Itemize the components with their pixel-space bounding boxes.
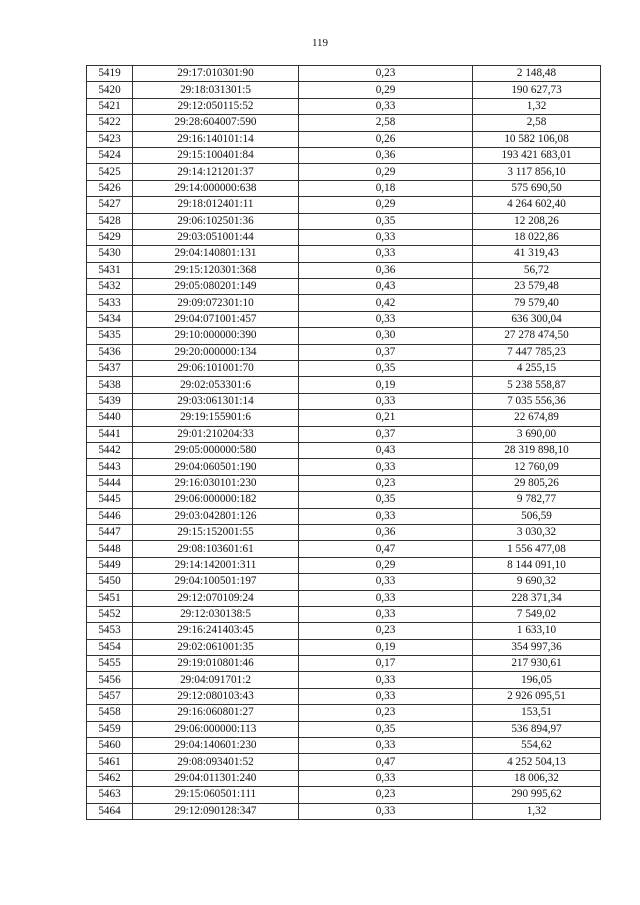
table-row [87, 164, 601, 180]
amount-cell: 1,32 [473, 98, 601, 114]
cadastral-number-cell: 29:06:101001:70 [133, 361, 299, 377]
row-number-cell: 5429 [87, 229, 133, 245]
row-number-cell: 5428 [87, 213, 133, 229]
cadastral-number-cell: 29:17:010301:90 [133, 66, 299, 82]
share-cell: 0,33 [299, 770, 473, 786]
row-number-cell: 5432 [87, 279, 133, 295]
table-row [87, 66, 601, 82]
row-number-cell: 5425 [87, 164, 133, 180]
table-row [87, 197, 601, 213]
row-number-cell: 5421 [87, 98, 133, 114]
table-row [87, 656, 601, 672]
cadastral-number-cell: 29:15:060501:111 [133, 787, 299, 803]
amount-cell: 7 447 785,23 [473, 344, 601, 360]
share-cell: 0,33 [299, 98, 473, 114]
row-number-cell: 5464 [87, 803, 133, 819]
share-cell: 2,58 [299, 115, 473, 131]
row-number-cell: 5442 [87, 442, 133, 458]
cadastral-number-cell: 29:18:031301:5 [133, 82, 299, 98]
cadastral-number-cell: 29:02:061001:35 [133, 639, 299, 655]
share-cell: 0,33 [299, 606, 473, 622]
share-cell: 0,47 [299, 754, 473, 770]
share-cell: 0,30 [299, 328, 473, 344]
amount-cell: 10 582 106,08 [473, 131, 601, 147]
amount-cell: 2 148,48 [473, 66, 601, 82]
share-cell: 0,23 [299, 66, 473, 82]
amount-cell: 7 549,02 [473, 606, 601, 622]
table-row [87, 770, 601, 786]
share-cell: 0,33 [299, 738, 473, 754]
share-cell: 0,47 [299, 541, 473, 557]
table-row [87, 426, 601, 442]
table-row [87, 787, 601, 803]
row-number-cell: 5450 [87, 574, 133, 590]
table-row [87, 311, 601, 327]
share-cell: 0,29 [299, 82, 473, 98]
row-number-cell: 5441 [87, 426, 133, 442]
row-number-cell: 5461 [87, 754, 133, 770]
amount-cell: 18 022,86 [473, 229, 601, 245]
table-row [87, 361, 601, 377]
cadastral-number-cell: 29:15:152001:55 [133, 524, 299, 540]
amount-cell: 554,62 [473, 738, 601, 754]
amount-cell: 9 782,77 [473, 492, 601, 508]
table-row [87, 410, 601, 426]
share-cell: 0,26 [299, 131, 473, 147]
amount-cell: 29 805,26 [473, 475, 601, 491]
cadastral-number-cell: 29:15:120301:368 [133, 262, 299, 278]
row-number-cell: 5454 [87, 639, 133, 655]
share-cell: 0,33 [299, 803, 473, 819]
table-row [87, 393, 601, 409]
cadastral-number-cell: 29:14:121201:37 [133, 164, 299, 180]
cadastral-number-cell: 29:14:142001:311 [133, 557, 299, 573]
share-cell: 0,42 [299, 295, 473, 311]
row-number-cell: 5457 [87, 688, 133, 704]
share-cell: 0,29 [299, 557, 473, 573]
share-cell: 0,33 [299, 672, 473, 688]
table-row [87, 524, 601, 540]
cadastral-number-cell: 29:06:102501:36 [133, 213, 299, 229]
amount-cell: 217 930,61 [473, 656, 601, 672]
table-row [87, 508, 601, 524]
share-cell: 0,23 [299, 787, 473, 803]
table-row [87, 459, 601, 475]
table-row [87, 541, 601, 557]
cadastral-number-cell: 29:16:241403:45 [133, 623, 299, 639]
row-number-cell: 5462 [87, 770, 133, 786]
amount-cell: 354 997,36 [473, 639, 601, 655]
cadastral-number-cell: 29:16:030101:230 [133, 475, 299, 491]
table-row [87, 639, 601, 655]
amount-cell: 575 690,50 [473, 180, 601, 196]
row-number-cell: 5426 [87, 180, 133, 196]
share-cell: 0,35 [299, 721, 473, 737]
table-row [87, 705, 601, 721]
row-number-cell: 5456 [87, 672, 133, 688]
share-cell: 0,37 [299, 344, 473, 360]
share-cell: 0,33 [299, 393, 473, 409]
cadastral-number-cell: 29:04:060501:190 [133, 459, 299, 475]
table-row [87, 442, 601, 458]
table-row [87, 180, 601, 196]
cadastral-number-cell: 29:06:000000:182 [133, 492, 299, 508]
table-row [87, 492, 601, 508]
table-row [87, 475, 601, 491]
cadastral-number-cell: 29:03:061301:14 [133, 393, 299, 409]
cadastral-number-cell: 29:04:100501:197 [133, 574, 299, 590]
cadastral-number-cell: 29:09:072301:10 [133, 295, 299, 311]
share-cell: 0,29 [299, 197, 473, 213]
table-row [87, 262, 601, 278]
row-number-cell: 5453 [87, 623, 133, 639]
table-row [87, 82, 601, 98]
share-cell: 0,43 [299, 279, 473, 295]
table-row [87, 344, 601, 360]
amount-cell: 12 760,09 [473, 459, 601, 475]
cadastral-number-cell: 29:02:053301:6 [133, 377, 299, 393]
row-number-cell: 5446 [87, 508, 133, 524]
amount-cell: 196,05 [473, 672, 601, 688]
table-row [87, 672, 601, 688]
share-cell: 0,35 [299, 213, 473, 229]
amount-cell: 8 144 091,10 [473, 557, 601, 573]
share-cell: 0,19 [299, 377, 473, 393]
table-row [87, 574, 601, 590]
cadastral-number-cell: 29:01:210204:33 [133, 426, 299, 442]
page-number: 119 [311, 37, 329, 49]
amount-cell: 4 255,15 [473, 361, 601, 377]
cadastral-number-cell: 29:05:080201:149 [133, 279, 299, 295]
share-cell: 0,33 [299, 459, 473, 475]
amount-cell: 228 371,34 [473, 590, 601, 606]
table-row [87, 115, 601, 131]
share-cell: 0,17 [299, 656, 473, 672]
share-cell: 0,33 [299, 508, 473, 524]
table-row [87, 279, 601, 295]
row-number-cell: 5443 [87, 459, 133, 475]
cadastral-number-cell: 29:04:011301:240 [133, 770, 299, 786]
cadastral-number-cell: 29:28:604007:590 [133, 115, 299, 131]
cadastral-number-cell: 29:05:000000:580 [133, 442, 299, 458]
row-number-cell: 5459 [87, 721, 133, 737]
row-number-cell: 5433 [87, 295, 133, 311]
row-number-cell: 5420 [87, 82, 133, 98]
share-cell: 0,29 [299, 164, 473, 180]
amount-cell: 636 300,04 [473, 311, 601, 327]
table-row [87, 295, 601, 311]
amount-cell: 3 690,00 [473, 426, 601, 442]
row-number-cell: 5463 [87, 787, 133, 803]
table-row [87, 557, 601, 573]
amount-cell: 22 674,89 [473, 410, 601, 426]
cadastral-number-cell: 29:06:000000:113 [133, 721, 299, 737]
row-number-cell: 5437 [87, 361, 133, 377]
row-number-cell: 5445 [87, 492, 133, 508]
amount-cell: 536 894,97 [473, 721, 601, 737]
cadastral-number-cell: 29:03:051001:44 [133, 229, 299, 245]
cadastral-number-cell: 29:18:012401:11 [133, 197, 299, 213]
amount-cell: 7 035 556,36 [473, 393, 601, 409]
amount-cell: 12 208,26 [473, 213, 601, 229]
cadastral-number-cell: 29:08:103601:61 [133, 541, 299, 557]
cadastral-number-cell: 29:08:093401:52 [133, 754, 299, 770]
cadastral-number-cell: 29:12:050115:52 [133, 98, 299, 114]
table-row [87, 754, 601, 770]
table-row [87, 246, 601, 262]
share-cell: 0,23 [299, 623, 473, 639]
cadastral-number-cell: 29:12:080103:43 [133, 688, 299, 704]
amount-cell: 27 278 474,50 [473, 328, 601, 344]
row-number-cell: 5449 [87, 557, 133, 573]
amount-cell: 1 633,10 [473, 623, 601, 639]
share-cell: 0,18 [299, 180, 473, 196]
amount-cell: 193 421 683,01 [473, 147, 601, 163]
table-row [87, 98, 601, 114]
data-table [86, 65, 601, 820]
cadastral-number-cell: 29:12:030138:5 [133, 606, 299, 622]
amount-cell: 9 690,32 [473, 574, 601, 590]
cadastral-number-cell: 29:10:000000:390 [133, 328, 299, 344]
cadastral-number-cell: 29:04:071001:457 [133, 311, 299, 327]
share-cell: 0,36 [299, 262, 473, 278]
cadastral-number-cell: 29:19:155901:6 [133, 410, 299, 426]
share-cell: 0,35 [299, 361, 473, 377]
cadastral-number-cell: 29:12:070109:24 [133, 590, 299, 606]
row-number-cell: 5431 [87, 262, 133, 278]
share-cell: 0,33 [299, 229, 473, 245]
share-cell: 0,37 [299, 426, 473, 442]
table-row [87, 803, 601, 819]
row-number-cell: 5452 [87, 606, 133, 622]
row-number-cell: 5423 [87, 131, 133, 147]
share-cell: 0,33 [299, 246, 473, 262]
amount-cell: 5 238 558,87 [473, 377, 601, 393]
row-number-cell: 5447 [87, 524, 133, 540]
cadastral-number-cell: 29:15:100401:84 [133, 147, 299, 163]
share-cell: 0,21 [299, 410, 473, 426]
row-number-cell: 5455 [87, 656, 133, 672]
share-cell: 0,19 [299, 639, 473, 655]
table-row [87, 131, 601, 147]
row-number-cell: 5440 [87, 410, 133, 426]
row-number-cell: 5434 [87, 311, 133, 327]
share-cell: 0,33 [299, 688, 473, 704]
table-row [87, 738, 601, 754]
amount-cell: 2,58 [473, 115, 601, 131]
cadastral-number-cell: 29:04:091701:2 [133, 672, 299, 688]
row-number-cell: 5419 [87, 66, 133, 82]
amount-cell: 56,72 [473, 262, 601, 278]
table-row [87, 606, 601, 622]
row-number-cell: 5435 [87, 328, 133, 344]
cadastral-number-cell: 29:03:042801:126 [133, 508, 299, 524]
table-row [87, 147, 601, 163]
share-cell: 0,36 [299, 524, 473, 540]
table-row [87, 328, 601, 344]
amount-cell: 41 319,43 [473, 246, 601, 262]
amount-cell: 1 556 477,08 [473, 541, 601, 557]
amount-cell: 18 006,32 [473, 770, 601, 786]
amount-cell: 3 117 856,10 [473, 164, 601, 180]
share-cell: 0,33 [299, 590, 473, 606]
table-row [87, 213, 601, 229]
row-number-cell: 5424 [87, 147, 133, 163]
row-number-cell: 5448 [87, 541, 133, 557]
cadastral-number-cell: 29:19:010801:46 [133, 656, 299, 672]
amount-cell: 190 627,73 [473, 82, 601, 98]
share-cell: 0,23 [299, 705, 473, 721]
cadastral-number-cell: 29:20:000000:134 [133, 344, 299, 360]
amount-cell: 3 030,32 [473, 524, 601, 540]
row-number-cell: 5438 [87, 377, 133, 393]
row-number-cell: 5451 [87, 590, 133, 606]
amount-cell: 23 579,48 [473, 279, 601, 295]
row-number-cell: 5430 [87, 246, 133, 262]
table-row [87, 721, 601, 737]
share-cell: 0,33 [299, 574, 473, 590]
row-number-cell: 5458 [87, 705, 133, 721]
share-cell: 0,43 [299, 442, 473, 458]
share-cell: 0,35 [299, 492, 473, 508]
cadastral-number-cell: 29:04:140801:131 [133, 246, 299, 262]
amount-cell: 1,32 [473, 803, 601, 819]
amount-cell: 290 995,62 [473, 787, 601, 803]
cadastral-number-cell: 29:04:140601:230 [133, 738, 299, 754]
table-row [87, 623, 601, 639]
cadastral-number-cell: 29:14:000000:638 [133, 180, 299, 196]
amount-cell: 28 319 898,10 [473, 442, 601, 458]
amount-cell: 506,59 [473, 508, 601, 524]
table-row [87, 688, 601, 704]
share-cell: 0,23 [299, 475, 473, 491]
cadastral-number-cell: 29:16:140101:14 [133, 131, 299, 147]
amount-cell: 4 264 602,40 [473, 197, 601, 213]
row-number-cell: 5422 [87, 115, 133, 131]
cadastral-number-cell: 29:16:060801:27 [133, 705, 299, 721]
table-row [87, 377, 601, 393]
share-cell: 0,36 [299, 147, 473, 163]
table-body [87, 66, 601, 820]
share-cell: 0,33 [299, 311, 473, 327]
amount-cell: 79 579,40 [473, 295, 601, 311]
row-number-cell: 5436 [87, 344, 133, 360]
row-number-cell: 5427 [87, 197, 133, 213]
amount-cell: 4 252 504,13 [473, 754, 601, 770]
row-number-cell: 5439 [87, 393, 133, 409]
cadastral-number-cell: 29:12:090128:347 [133, 803, 299, 819]
table-row [87, 229, 601, 245]
row-number-cell: 5460 [87, 738, 133, 754]
amount-cell: 2 926 095,51 [473, 688, 601, 704]
row-number-cell: 5444 [87, 475, 133, 491]
table-row [87, 590, 601, 606]
amount-cell: 153,51 [473, 705, 601, 721]
